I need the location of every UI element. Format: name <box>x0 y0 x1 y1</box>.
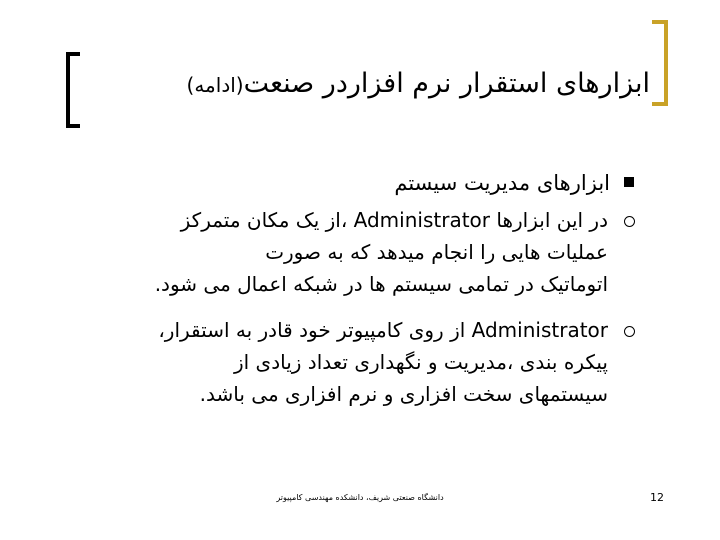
footer-text: دانشگاه صنعتی شریف، دانشکده مهندسی کامپیوتر <box>276 493 444 502</box>
sub-bullet-2-line-3: سیستمهای سخت افزاری و نرم افزاری می باشد. <box>199 382 608 406</box>
sub-bullet-1-line-3: اتوماتیک در تمامی سیستم ها در شبکه اعمال می شود. <box>154 272 608 296</box>
left-bracket-decoration <box>66 52 80 128</box>
right-bracket-decoration <box>652 20 668 106</box>
page-number: 12 <box>650 491 664 504</box>
sub-bullet-1-line-1: در این ابزارها Administrator ،از یک مکان متمرکز <box>180 208 608 232</box>
sub-bullet-1-line-2: عملیات هایی را انجام میدهد که به صورت <box>265 240 608 264</box>
sub-bullet-2-line-2: پیکره بندی ،مدیریت و نگهداری تعداد زیادی از <box>233 350 608 374</box>
title-suffix: (ادامه) <box>186 73 244 97</box>
ring-bullet-icon <box>624 326 635 337</box>
sub-bullet-2-line-1: Administrator از روی کامپیوتر خود قادر به استقرار، <box>158 318 608 342</box>
square-bullet-icon <box>624 177 634 187</box>
bullet-text: ابزارهای مدیریت سیستم <box>394 171 610 195</box>
ring-bullet-icon <box>624 216 635 227</box>
title-main: ابزارهای استقرار نرم افزاردر صنعت <box>243 68 650 99</box>
slide-title <box>90 68 650 99</box>
